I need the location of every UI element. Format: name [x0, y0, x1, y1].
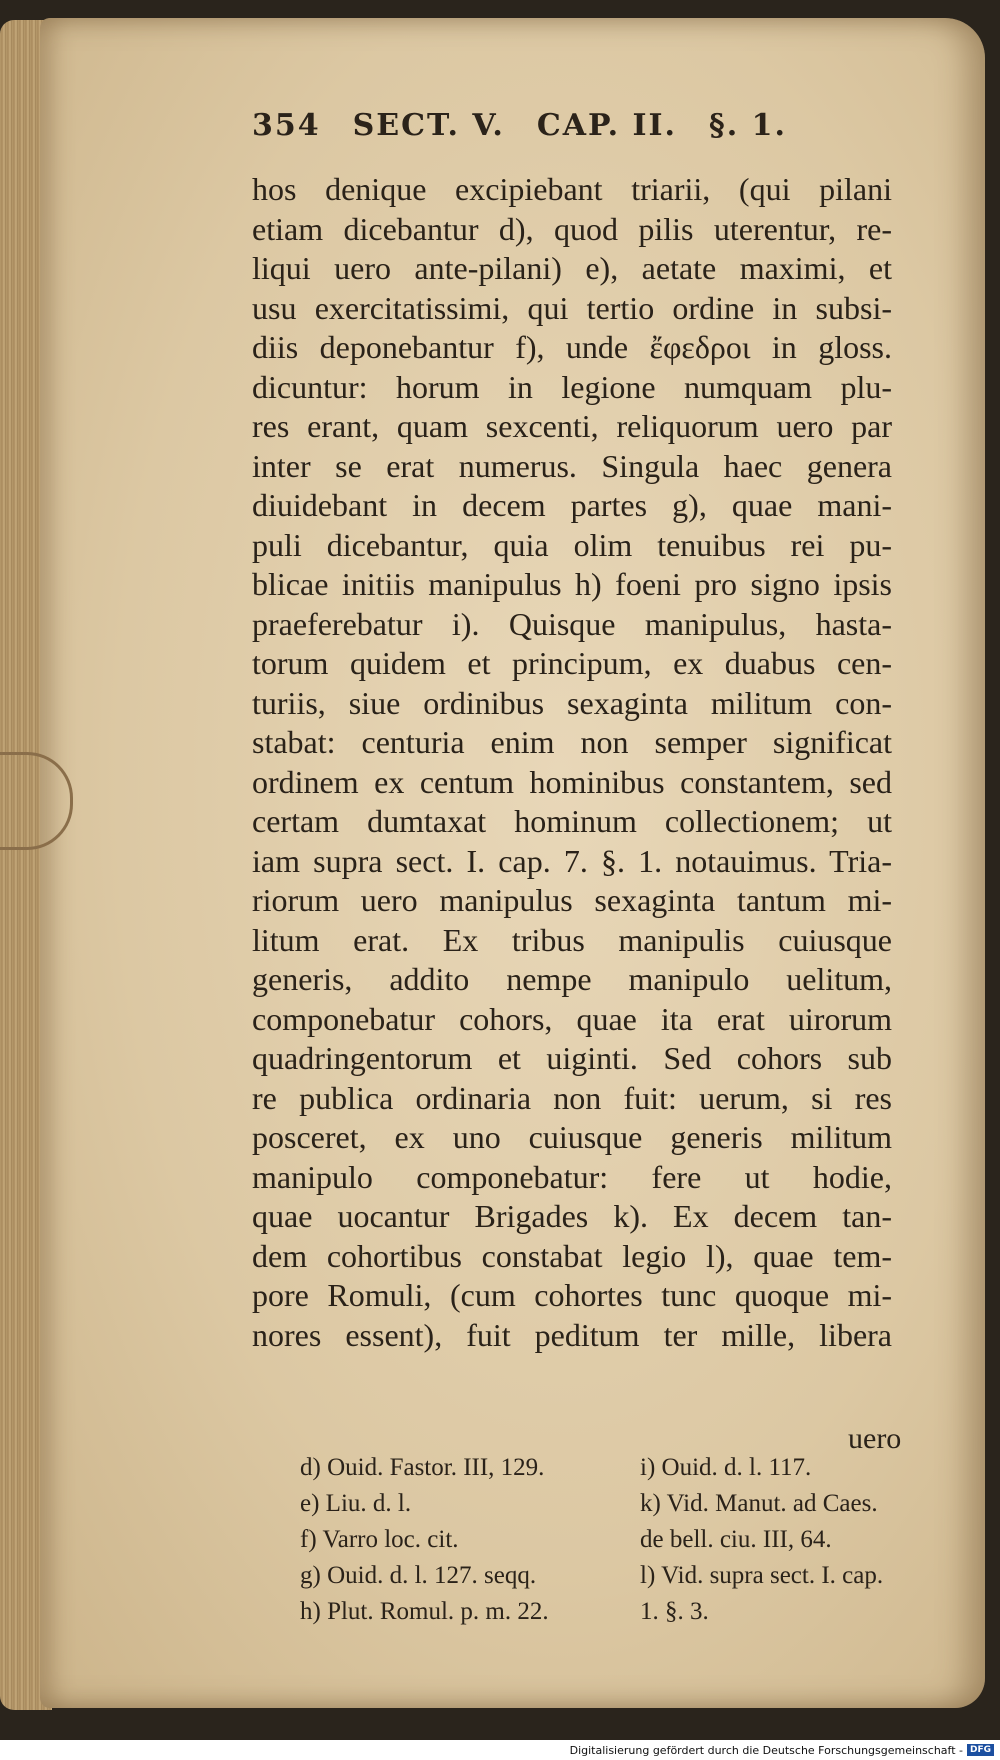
footnote: e) Liu. d. l. [300, 1490, 412, 1517]
text-line: manipulo componebatur: fere ut hodie, [252, 1158, 892, 1195]
text-line: quae uocantur Brigades k). Ex decem tan- [252, 1198, 892, 1234]
text-line: blicae initiis manipulus h) foeni pro signo ipsis [252, 566, 892, 602]
text-line: liqui uero ante-pilani) e), aetate maximi, et [252, 250, 892, 286]
header-section: SECT. V. [352, 108, 505, 143]
text-line: quadringentorum et uiginti. Sed cohors sub [252, 1040, 892, 1076]
text-line: dicuntur: horum in legione numquam plu- [252, 368, 892, 405]
text-line: diuidebant in decem partes g), quae mani- [252, 487, 892, 523]
text-line: inter se erat numerus. Singula haec genera [252, 447, 892, 484]
text-line: stabat: centuria enim non semper significat [252, 724, 892, 760]
text-line: riorum uero manipulus sexaginta tantum mi- [252, 882, 892, 918]
text-line: diis deponebantur f), unde ἔφεδροι in gloss. [252, 329, 892, 365]
text-line: litum erat. Ex tribus manipulis cuiusque [252, 921, 892, 958]
text-line: iam supra sect. I. cap. 7. §. 1. notauimus. Tria- [252, 842, 892, 879]
footnote: f) Varro loc. cit. [300, 1526, 459, 1553]
digitization-footer [0, 1740, 1000, 1760]
text-line: puli dicebantur, quia olim tenuibus rei pu- [252, 526, 892, 563]
text-line: nores essent), fuit peditum ter mille, libera [252, 1316, 892, 1353]
header-paragraph: §. 1. [709, 108, 787, 143]
main-text [252, 170, 892, 1355]
text-line: etiam dicebantur d), quod pilis uterentur, re- [252, 210, 892, 247]
footnote: l) Vid. supra sect. I. cap. [640, 1562, 884, 1589]
catchword: uero [848, 1422, 902, 1455]
digitization-credit: Digitalisierung gefördert durch die Deutsche Forschungsgemeinschaft - [569, 1743, 963, 1757]
text-line: hos denique excipiebant triarii, (qui pilani [252, 171, 892, 207]
text-line: res erant, quam sexcenti, reliquorum uero par [252, 408, 892, 444]
footnote: g) Ouid. d. l. 127. seqq. [300, 1562, 537, 1589]
text-line: usu exercitatissimi, qui tertio ordine in subsi- [252, 289, 892, 326]
footnote: k) Vid. Manut. ad Caes. [640, 1490, 878, 1517]
header-chapter: CAP. II. [536, 108, 678, 143]
footnote: 1. §. 3. [640, 1598, 709, 1625]
text-line: dem cohortibus constabat legio l), quae tem- [252, 1237, 892, 1274]
text-line: turiis, siue ordinibus sexaginta militum con- [252, 684, 892, 721]
footnote: de bell. ciu. III, 64. [640, 1526, 832, 1553]
footnote: i) Ouid. d. l. 117. [640, 1454, 812, 1481]
footnotes [300, 1450, 900, 1630]
footnote: h) Plut. Romul. p. m. 22. [300, 1598, 549, 1625]
text-line: posceret, ex uno cuiusque generis militum [252, 1119, 892, 1155]
running-header [252, 108, 852, 143]
text-line: pore Romuli, (cum cohortes tunc quoque mi- [252, 1277, 892, 1313]
dfg-logo: DFG [967, 1744, 994, 1756]
text-line: torum quidem et principum, ex duabus cen- [252, 645, 892, 681]
text-line: certam dumtaxat hominum collectionem; ut [252, 803, 892, 839]
text-line: ordinem ex centum hominibus constantem, sed [252, 763, 892, 800]
text-line: re publica ordinaria non fuit: uerum, si res [252, 1079, 892, 1116]
footnote: d) Ouid. Fastor. III, 129. [300, 1454, 545, 1481]
page-number: 354 [252, 108, 321, 143]
text-line: praeferebatur i). Quisque manipulus, hasta- [252, 605, 892, 642]
text-line: componebatur cohors, quae ita erat uirorum [252, 1000, 892, 1037]
text-line: generis, addito nempe manipulo uelitum, [252, 961, 892, 997]
